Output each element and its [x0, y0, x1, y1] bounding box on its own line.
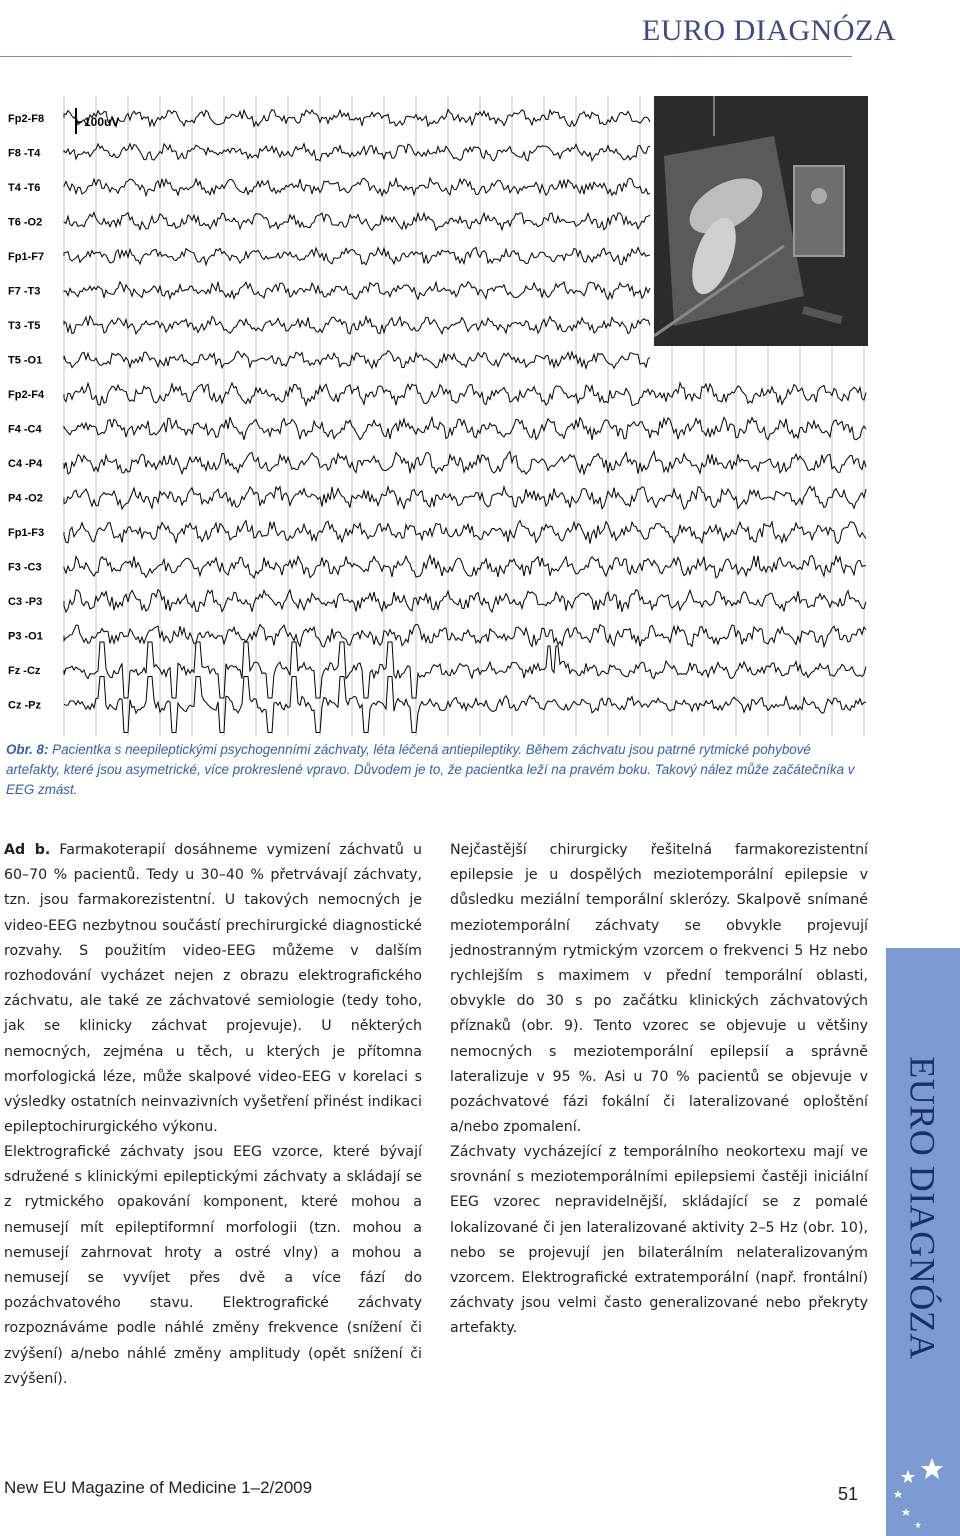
side-band	[886, 948, 960, 1536]
eeg-trace	[64, 383, 866, 406]
channel-label: T3 -T5	[8, 320, 41, 332]
channel-label: Fp1-F3	[8, 527, 45, 539]
figure-caption	[6, 740, 868, 800]
channel-label: F4 -C4	[8, 423, 42, 436]
body-right-bottom	[450, 1140, 868, 1342]
caption-text: Pacientka s neepileptickými psychogenními záchvaty, léta léčená antiepileptiky. Během záchvatu jsou patrné rytmické pohybové artefakty, které jsou asymetrické, více prokreslené vpravo. Důvodem je to, že pacientka leží na pravém boku. Takový nález může začátečníka v EEG zmást.	[6, 742, 855, 797]
eeg-trace	[64, 555, 866, 578]
channel-label: T6 -O2	[8, 216, 43, 229]
channel-label: F8 -T4	[8, 147, 41, 160]
channel-label: Cz -Pz	[8, 699, 41, 712]
caption-lead: Obr. 8:	[6, 742, 49, 757]
eeg-trace	[64, 486, 866, 509]
eeg-trace	[64, 178, 650, 196]
eeg-trace	[64, 110, 650, 127]
channel-label: T4 -T6	[8, 182, 41, 194]
body-left-bottom	[4, 1140, 422, 1392]
eeg-trace	[64, 282, 650, 300]
channel-label: F7 -T3	[8, 285, 41, 298]
channel-label: Fp2-F4	[8, 389, 45, 401]
header-rule	[0, 56, 852, 57]
channel-label: T5 -O1	[8, 354, 43, 367]
eeg-trace	[64, 351, 650, 369]
channel-label: Fp1-F7	[8, 251, 45, 263]
eeg-trace	[64, 316, 650, 334]
eeg-trace	[64, 451, 866, 474]
eeg-trace	[64, 417, 866, 440]
body-left-top	[4, 838, 422, 1140]
eeg-trace	[64, 248, 650, 265]
paragraph-text: Farmakoterapií dosáhneme vymizení záchvatů u 60–70 % pacientů. Tedy u 30–40 % přetrvávají záchvaty, tzn. jsou farmakorezistentní. U takových nemocných je video-EEG nezbytnou součástí prechirurgické diagnostické rozvahy. S použitím video-EEG můžeme v dalším rozhodování vycházet nejen z obrazu elektrografického záchvatu, ale také ze záchvatové semiologie (tedy toho, jak se klinicky záchvat projevuje). U některých nemocných, zejména u těch, u kterých je přítomna morfologická léze, může skalpové video-EEG v korelaci s výsledky ostatních neinvazivních vyšetření přinést indikaci epileptochirurgického výkonu.	[4, 842, 423, 1136]
eeg-trace	[64, 677, 866, 733]
eeg-figure	[4, 96, 868, 736]
paragraph-text: Záchvaty vycházející z temporálního neokortexu mají ve srovnání s meziotemporálními epilepsiemi častěji iniciální EEG vzorec nepravidelnější, skládající se z pomalé lokalizované či jen lateralizované aktivity 2–5 Hz (obr. 10), nebo se projevují jen bilaterálním nelateralizovaným vzorcem. Elektrografické extratemporální (např. frontální) záchvaty jsou velmi často generalizované nebo překryty artefakty.	[450, 1144, 868, 1337]
channel-label: P4 -O2	[8, 492, 43, 505]
page-number: 51	[838, 1484, 859, 1504]
channel-label: C4 -P4	[8, 458, 43, 470]
channel-label: Fz -Cz	[8, 665, 41, 677]
patient-video-still	[654, 96, 868, 346]
page-header-title: EURO DIAGNÓZA	[642, 14, 896, 47]
eeg-trace	[64, 520, 866, 543]
paragraph-text: Elektrografické záchvaty jsou EEG vzorce, které bývají sdružené s klinickými epileptickými záchvaty a skládají se z rytmického opakování komponent, které mohou a nemusejí mít epileptiformní morfologii (tzn. mohou a nemusejí zahrnovat hroty a ostré vlny) a mohou a nemusejí se vyvíjet přes dvě a více fází do pozáchvatového stavu. Elektrografické záchvaty rozpoznáváme podle náhlé změny frekvence (snížení či zvýšení) a/nebo náhlé změny amplitudy (opět snížení či zvýšení).	[4, 1144, 422, 1387]
channel-label: C3 -P3	[8, 596, 43, 608]
footer-journal: New EU Magazine of Medicine 1–2/2009	[4, 1478, 313, 1497]
eeg-trace	[64, 213, 650, 231]
eeg-trace	[64, 590, 866, 612]
side-band-title: EURO DIAGNÓZA	[903, 1056, 943, 1360]
eeg-trace	[64, 642, 866, 698]
body-right-top	[450, 838, 868, 1140]
eeg-trace	[64, 624, 866, 647]
eeg-trace	[64, 144, 650, 161]
scale-label: 100uV	[84, 115, 120, 129]
stars-icon	[886, 1448, 960, 1536]
paragraph-text: Nejčastější chirurgicky řešitelná farmakorezistentní epilepsie je u dospělých meziotemporální epilepsie v důsledku meziální temporální sklerózy. Skalpově snímané meziotemporální záchvaty se obvykle projevují jednostranným rytmickým vzorcem o frekvenci 5 Hz nebo rychlejším s maximem v přední temporální oblasti, obvykle do 30 s po začátku klinických záchvatových příznaků (obr. 9). Tento vzorec se objevuje u většiny nemocných s meziotemporální epilepsií a správně lateralizuje v 95 %. Asi u 70 % pacientů se objevuje v pozáchvatové fázi fokální či lateralizované oploštění a/nebo zpomalení.	[450, 842, 868, 1136]
channel-label: F3 -C3	[8, 561, 42, 574]
channel-label: Fp2-F8	[8, 113, 45, 125]
channel-label: P3 -O1	[8, 630, 43, 643]
section-lead: Ad b.	[4, 842, 51, 858]
